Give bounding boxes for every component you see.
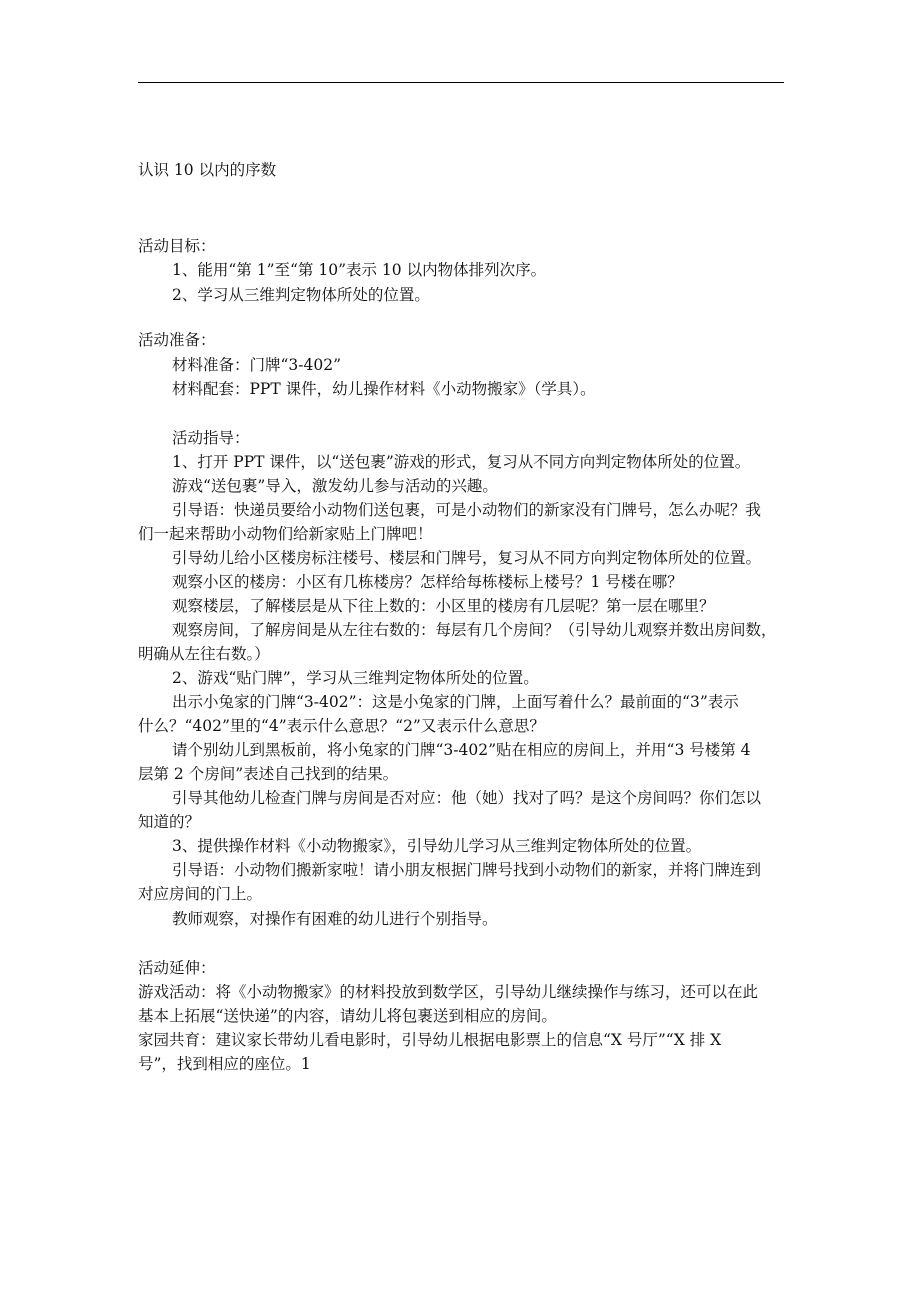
guide-line: 观察房间，了解房间是从左往右数的：每层有几个房间？（引导幼儿观察并数出房间数， bbox=[172, 621, 777, 639]
guide-heading: 活动指导： bbox=[172, 429, 250, 447]
guide-line: 观察楼层，了解楼层是从下往上数的：小区里的楼房有几层呢？第一层在哪里？ bbox=[172, 597, 715, 615]
guide-line: 教师观察，对操作有困难的幼儿进行个别指导。 bbox=[172, 910, 498, 928]
guide-line: 什么？“402”里的“4”表示什么意思？“2”又表示什么意思？ bbox=[138, 717, 545, 735]
guide-line: 引导其他幼儿检查门牌与房间是否对应：他（她）找对了吗？是这个房间吗？你们怎以 bbox=[172, 789, 762, 807]
guide-line: 2、游戏“贴门牌”，学习从三维判定物体所处的位置。 bbox=[172, 669, 539, 687]
guide-line: 游戏“送包裹”导入，激发幼儿参与活动的兴趣。 bbox=[172, 477, 498, 495]
extension-line: 游戏活动：将《小动物搬家》的材料投放到数学区，引导幼儿继续操作与练习，还可以在此 bbox=[138, 983, 759, 1001]
guide-line: 层第 2 个房间”表述自己找到的结果。 bbox=[138, 765, 399, 783]
guide-line: 引导语：小动物们搬新家啦！请小朋友根据门牌号找到小动物们的新家，并将门牌连到 bbox=[172, 861, 762, 879]
prep-item: 材料配套：PPT 课件，幼儿操作材料《小动物搬家》（学具）。 bbox=[172, 380, 596, 398]
extension-line: 基本上拓展“送快递”的内容，请幼儿将包裹送到相应的房间。 bbox=[138, 1007, 557, 1025]
goal-item: 2、学习从三维判定物体所处的位置。 bbox=[172, 286, 430, 304]
extension-line: 家园共育：建议家长带幼儿看电影时，引导幼儿根据电影票上的信息“X 号厅”“X 排 X bbox=[138, 1031, 722, 1049]
guide-line: 请个别幼儿到黑板前，将小兔家的门牌“3-402”贴在相应的房间上，并用“3 号楼第 4 bbox=[172, 741, 751, 759]
goals-heading: 活动目标： bbox=[138, 237, 216, 255]
doc-title: 认识 10 以内的序数 bbox=[138, 161, 277, 179]
guide-line: 知道的？ bbox=[138, 813, 201, 831]
guide-line: 引导幼儿给小区楼房标注楼号、楼层和门牌号，复习从不同方向判定物体所处的位置。 bbox=[172, 549, 762, 567]
guide-line: 观察小区的楼房：小区有几栋楼房？怎样给每栋楼标上楼号？1 号楼在哪？ bbox=[172, 573, 683, 591]
extension-heading: 活动延伸： bbox=[138, 959, 216, 977]
guide-line: 引导语：快递员要给小动物们送包裹，可是小动物们的新家没有门牌号，怎么办呢？我 bbox=[172, 501, 762, 519]
header-rule bbox=[138, 82, 784, 83]
guide-line: 对应房间的门上。 bbox=[138, 885, 263, 903]
prep-item: 材料准备：门牌“3-402” bbox=[172, 356, 342, 374]
guide-line: 1、打开 PPT 课件，以“送包裹”游戏的形式，复习从不同方向判定物体所处的位置。 bbox=[172, 453, 751, 471]
extension-line: 号”，找到相应的座位。1 bbox=[138, 1055, 311, 1073]
prep-heading: 活动准备： bbox=[138, 331, 216, 349]
guide-line: 明确从左往右数。） bbox=[138, 645, 270, 663]
guide-line: 出示小兔家的门牌“3-402”：这是小兔家的门牌，上面写着什么？最前面的“3”表示 bbox=[172, 693, 739, 711]
guide-line: 3、提供操作材料《小动物搬家》，引导幼儿学习从三维判定物体所处的位置。 bbox=[172, 837, 702, 855]
guide-line: 们一起来帮助小动物们给新家贴上门牌吧！ bbox=[138, 525, 433, 543]
goal-item: 1、能用“第 1”至“第 10”表示 10 以内物体排列次序。 bbox=[172, 261, 547, 279]
